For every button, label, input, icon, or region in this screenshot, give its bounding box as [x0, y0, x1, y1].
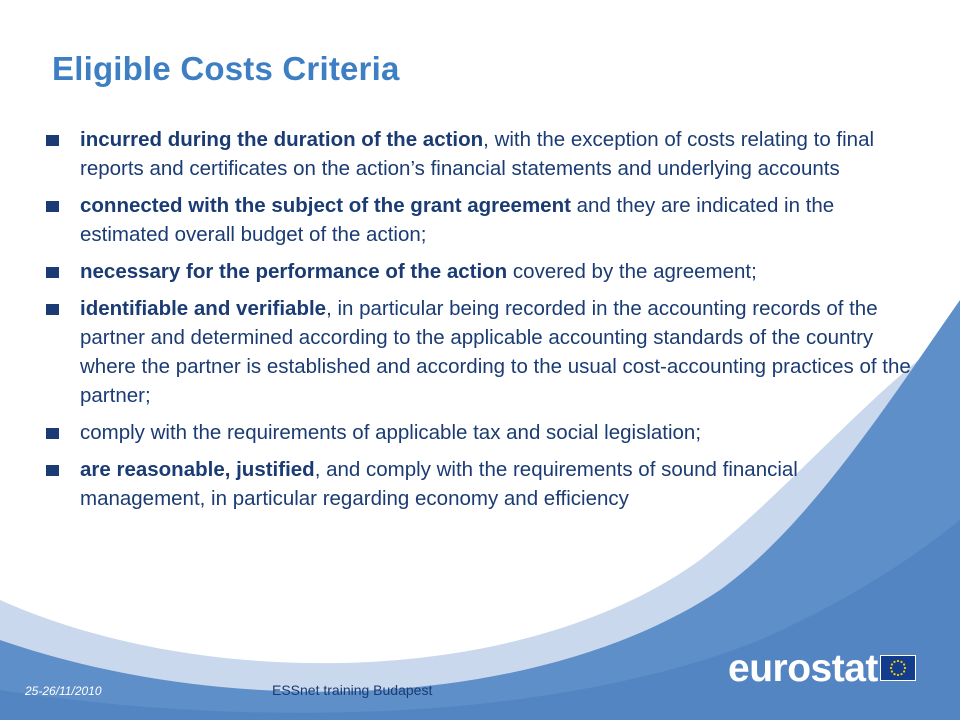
criteria-detail: covered by the agreement; — [507, 260, 757, 283]
eu-flag-icon — [880, 655, 916, 681]
criteria-item — [45, 191, 925, 249]
footer-date: 25-26/11/2010 — [25, 684, 102, 698]
criteria-keyword: necessary for the performance of the action — [80, 260, 508, 283]
square-bullet-icon — [46, 304, 59, 315]
logo-wordmark: eurostat — [728, 647, 878, 690]
criteria-detail: , with the exception of costs relating to final reports and certificates on the action’s financial statements and underlying accounts — [80, 128, 875, 180]
criteria-keyword: incurred during the duration of the action — [80, 128, 484, 151]
square-bullet-icon — [46, 201, 59, 212]
criteria-item — [45, 257, 925, 286]
criteria-detail: comply with the requirements of applicable tax and social legislation; — [80, 421, 702, 444]
eurostat-logo — [728, 648, 918, 690]
criteria-keyword: identifiable and verifiable — [80, 297, 327, 320]
square-bullet-icon — [46, 267, 59, 278]
criteria-detail: , in particular being recorded in the accounting records of the partner and determined according to the applicable accounting standards of the country where the partner is established and according to the usual cost-accounting practices of the partner; — [80, 297, 911, 407]
slide-title: Eligible Costs Criteria — [52, 50, 400, 87]
criteria-keyword: connected with the subject of the grant agreement — [80, 194, 571, 217]
square-bullet-icon — [46, 465, 59, 476]
criteria-item — [45, 125, 925, 183]
square-bullet-icon — [46, 135, 59, 146]
criteria-item — [45, 418, 925, 447]
criteria-item — [45, 455, 925, 513]
footer-event: ESSnet training Budapest — [272, 682, 433, 698]
criteria-keyword: are reasonable, justified — [80, 458, 315, 481]
criteria-detail: and they are indicated in the estimated overall budget of the action; — [80, 194, 835, 246]
criteria-list — [45, 125, 925, 521]
square-bullet-icon — [46, 428, 59, 439]
criteria-item — [45, 294, 925, 410]
criteria-detail: , and comply with the requirements of sound financial management, in particular regarding economy and efficiency — [80, 458, 798, 510]
